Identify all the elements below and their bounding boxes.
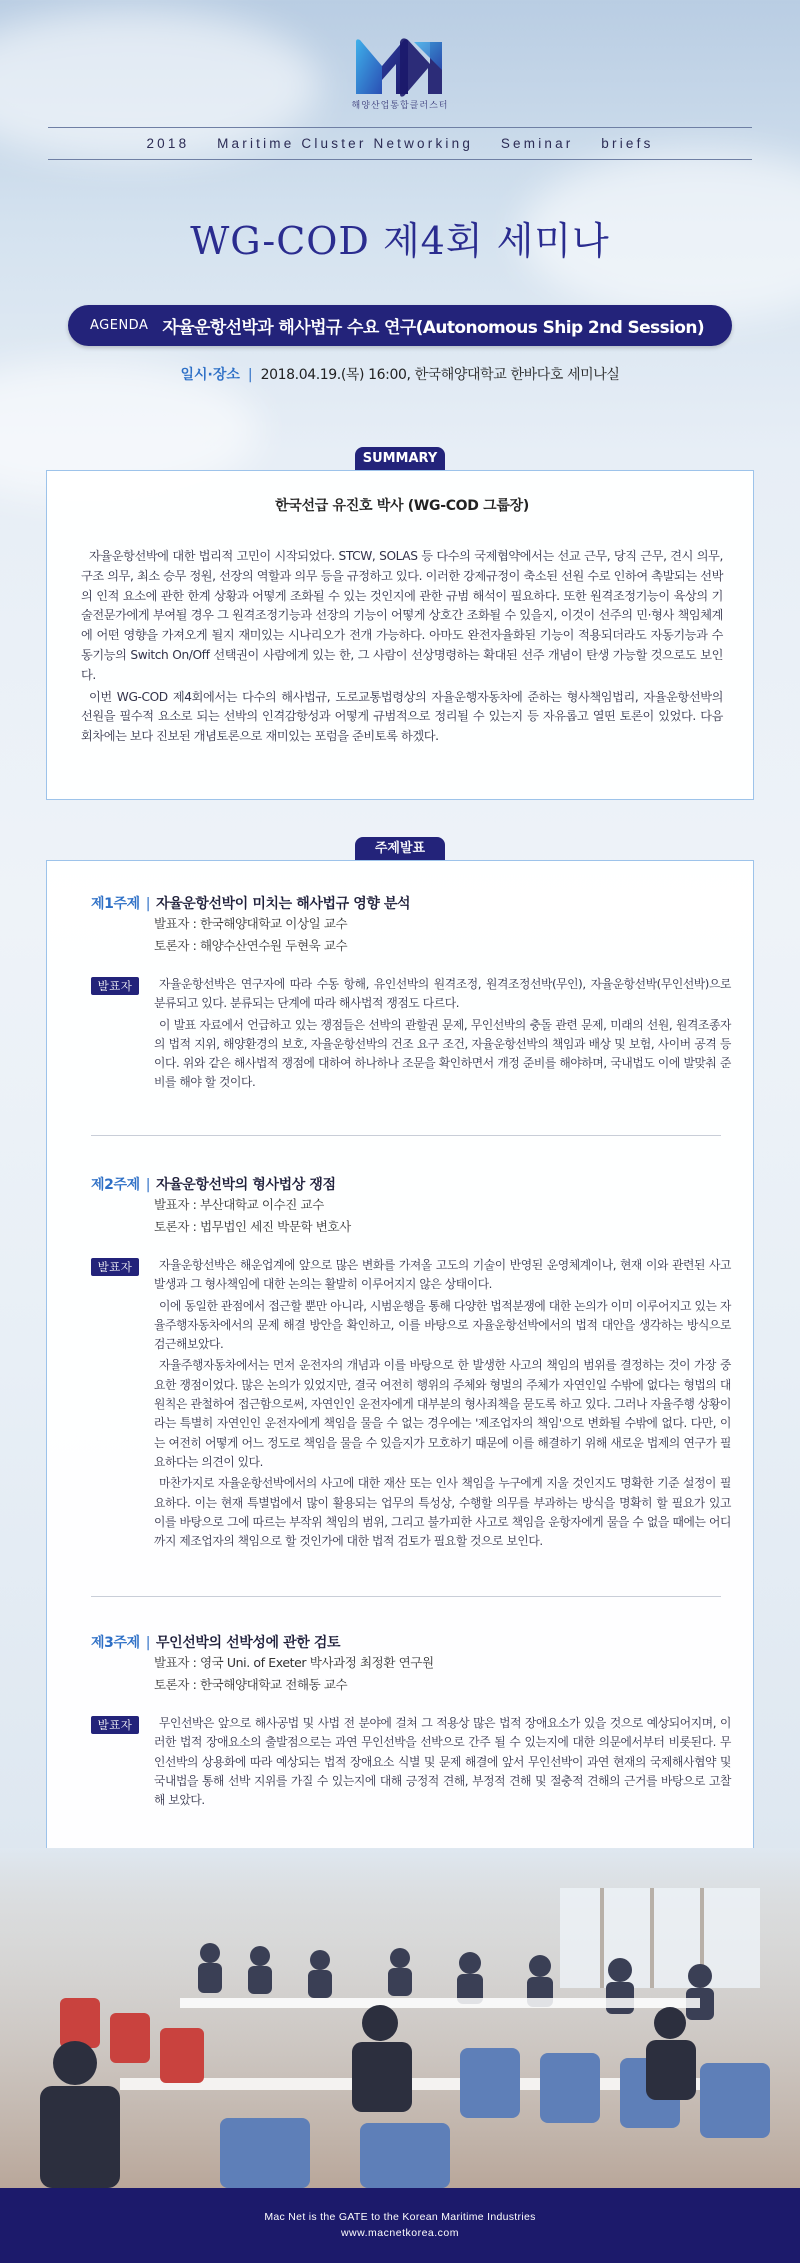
presentation-body	[154, 1714, 731, 1810]
seminar-brief-bar	[48, 127, 752, 160]
presentation-summary	[91, 975, 731, 1093]
topic-number: 제1주제	[91, 896, 140, 912]
page-title: WG-COD 제4회 세미나	[190, 219, 610, 263]
topic-title: 자율운항선박이 미치는 해사법규 영향 분석	[156, 896, 411, 912]
datetime-value: 2018.04.19.(목) 16:00, 한국해양대학교 한바다호 세미나실	[260, 367, 620, 383]
topic-divider	[91, 1596, 721, 1597]
agenda-banner	[68, 305, 732, 346]
topic-presenter: 발표자 : 부산대학교 이수진 교수	[154, 1197, 324, 1212]
topic-heading	[91, 893, 731, 913]
topic-discussant: 토론자 : 법무법인 세진 박문학 변호사	[154, 1219, 351, 1234]
topic-number: 제2주제	[91, 1177, 140, 1193]
topic-separator: |	[145, 1177, 151, 1193]
seminar-photo	[0, 1848, 800, 2188]
topic-discussant: 토론자 : 해양수산연수원 두현욱 교수	[154, 938, 348, 953]
topic-presenter: 발표자 : 한국해양대학교 이상일 교수	[154, 916, 348, 931]
agenda-tag: AGENDA	[90, 318, 149, 333]
presentation-paragraph: 무인선박은 앞으로 해사공법 및 사법 전 분야에 걸쳐 그 적용상 많은 법적 장애요소가 있을 것으로 예상되어지며, 이러한 법적 장애요소의 출발점으로는 과연 무인선박을 선박으로 간주 될 수 있는지에 대한 의문에서부터 비롯된다. 무인선박의 상용화에 따라 예상되는 법적 장애요소 식별 및 문제 해결에 앞서 무인선박이 과연 현재의 국제해사협약 및 국내법을 통해 선박 지위를 가질 수 있는지에 대해 긍정적 견해, 부정적 견해 및 절충적 견해의 근거를 바탕으로 고찰해 보았다.	[154, 1716, 731, 1808]
presentation-paragraph: 이에 동일한 관점에서 접근할 뿐만 아니라, 시범운행을 통해 다양한 법적분쟁에 대한 논의가 이미 이루어지고 있는 자율주행자동차에서의 문제 해결 방안을 확인하고, 이를 바탕으로 자율운항선박에서의 법적 대안을 생각하는 방식으로 검근해보았다.	[154, 1298, 731, 1352]
topic-discussant: 토론자 : 한국해양대학교 전해동 교수	[154, 1677, 348, 1692]
presentation-body	[154, 1256, 731, 1551]
footer-tagline: Mac Net is the GATE to the Korean Maritime Industries	[264, 2211, 536, 2223]
topic-separator: |	[145, 1635, 151, 1651]
topic-1	[91, 893, 731, 1093]
presenter-badge: 발표자	[91, 1716, 139, 1734]
topic-title: 자율운항선박의 형사법상 쟁점	[156, 1177, 336, 1193]
topic-heading	[91, 1174, 731, 1194]
presentation-summary	[91, 1714, 731, 1810]
topics-pill: 주제발표	[355, 837, 445, 861]
topic-divider	[91, 1135, 721, 1136]
topic-separator: |	[145, 896, 151, 912]
summary-speaker: 한국선급 유진호 박사 (WG-COD 그룹장)	[275, 498, 529, 514]
presenter-badge: 발표자	[91, 977, 139, 995]
topic-3	[91, 1632, 731, 1810]
topic-number: 제3주제	[91, 1635, 140, 1651]
topics-box	[46, 860, 754, 1850]
datetime-label: 일시·장소	[180, 367, 240, 383]
footer-website: www.macnetkorea.com	[340, 2227, 460, 2239]
summary-box	[46, 470, 754, 800]
topic-presenter: 발표자 : 영국 Uni. of Exeter 박사과정 최정환 연구원	[154, 1655, 434, 1670]
summary-paragraph: 자율운항선박에 대한 법리적 고민이 시작되었다. STCW, SOLAS 등 다수의 국제협약에서는 선교 근무, 당직 근무, 견시 의무, 구조 의무, 최소 승무 정원, 선장의 역할과 의무 등을 규정하고 있다. 이러한 강제규정이 축소된 선원 수로 인하여 촉발되는 선박의 인적 요소에 관한 한계 상황과 어떻게 조화될 수 있는 것인지에 관한 규범 해석이 필요하다. 또한 원격조정기능이 육상의 기술전문가에게 부여될 경우 그 원격조정기능과 선장의 기능이 어떻게 상호간 조화될 수 있을지, 이것이 선주의 민·형사 책임체계에 어떤 영향을 가져오게 될지 재미있는 시나리오가 전개 가능하다. 아마도 완전자율화된 기능이 적용되더라도 자동기능과 수동기능의 Switch On/Off 선택권이 사람에게 있는 한, 그 사람이 선상명령하는 확대된 선주 개념이 탄생 가능할 것으로도 보인다.	[81, 549, 723, 682]
presentation-paragraph: 자율주행자동차에서는 먼저 운전자의 개념과 이를 바탕으로 한 발생한 사고의 책임의 범위를 결정하는 것이 가장 중요한 쟁점이었다. 많은 논의가 있었지만, 결국 여전히 행위의 주체와 형벌의 주체가 자연인일 수밖에 없다는 형법의 대원칙은 관철하여 접근함으로써, 자연인인 운전자에게 대부분의 형사죄책을 묻도록 하고 있다. 그러나 자율주행 상황이라는 특별히 자연인인 운전자에게 책임을 물을 수 없는 경우에는 '제조업자의 책임'으로 변화될 수밖에 없다. 다만, 이는 여전히 어떻게 어느 정도로 책임을 물을 수 있을지가 모호하기 때문에 이를 해결하기 위해 새로운 법제의 연구가 필요하다는 의견이 있다.	[154, 1358, 731, 1469]
presentation-body	[154, 975, 731, 1093]
topic-heading	[91, 1632, 731, 1652]
datetime-line	[0, 364, 800, 384]
macnet-logo-icon	[352, 34, 448, 100]
presentation-paragraph: 이 발표 자료에서 언급하고 있는 쟁점들은 선박의 관할권 문제, 무인선박의 충돌 관련 문제, 미래의 선원, 원격조종자의 법적 지위, 해양환경의 보호, 자율운항선박의 건조 요구 조건, 자율운항선박의 책임과 배상 및 보험, 사이버 공격 등이다. 위와 같은 해사법적 쟁점에 대하여 하나하나 조문을 확인하면서 개정 준비를 해야하며, 국내법도 이에 발맞춰 준비를 해야 할 것이다.	[154, 1017, 731, 1090]
presentation-paragraph: 자율운항선박은 연구자에 따라 수동 항해, 유인선박의 원격조정, 원격조정선박(무인), 자율운항선박(무인선박)으로 분류되고 있다. 분류되는 단계에 따라 해사법적 쟁점도 다르다.	[154, 977, 731, 1011]
footer	[0, 2188, 800, 2263]
logo-subtitle: 해양산업통합클러스터	[351, 101, 449, 111]
presentation-paragraph: 마찬가지로 자율운항선박에서의 사고에 대한 재산 또는 인사 책임을 누구에게 지울 것인지도 명확한 기준 설정이 필요하다. 이는 현재 특별법에서 많이 활용되는 업무의 특성상, 수행할 의무를 부과하는 방식을 명확히 할 필요가 있고 이를 바탕으로 그에 따르는 부작위 책임의 범위, 그리고 불가피한 사고로 책임을 운항자에게 물을 수 없을 때에는 어디까지 제조업자의 책임으로 할 것인가에 대한 법적 검토가 필요할 것으로 보인다.	[154, 1476, 731, 1549]
presentation-paragraph: 자율운항선박은 해운업계에 앞으로 많은 변화를 가져올 고도의 기술이 반영된 운영체계이나, 현재 이와 관련된 사고 발생과 그 형사책임에 대한 논의는 활발히 이루어지지 않은 상태이다.	[154, 1258, 731, 1292]
summary-paragraph: 이번 WG-COD 제4회에서는 다수의 해사법규, 도로교통법령상의 자율운행자동차에 준하는 형사책임법리, 자율운항선박의 선원을 필수적 요소로 되는 선박의 인격감항성과 어떻게 규범적으로 정리될 수 있는지 등 자유롭고 열띤 토론이 있었다. 다음 회차에는 보다 진보된 개념토론으로 재미있는 포럼을 준비토록 하겠다.	[81, 689, 723, 744]
datetime-separator: |	[247, 367, 253, 383]
presenter-badge: 발표자	[91, 1258, 139, 1276]
topic-2	[91, 1174, 731, 1551]
presentation-summary	[91, 1256, 731, 1551]
topic-title: 무인선박의 선박성에 관한 검토	[156, 1635, 341, 1651]
summary-pill: SUMMARY	[355, 447, 445, 471]
agenda-title: 자율운항선박과 해사법규 수요 연구(Autonomous Ship 2nd Session)	[162, 318, 705, 338]
seminar-brief-text: 2018 Maritime Cluster Networking Seminar briefs	[146, 136, 654, 151]
